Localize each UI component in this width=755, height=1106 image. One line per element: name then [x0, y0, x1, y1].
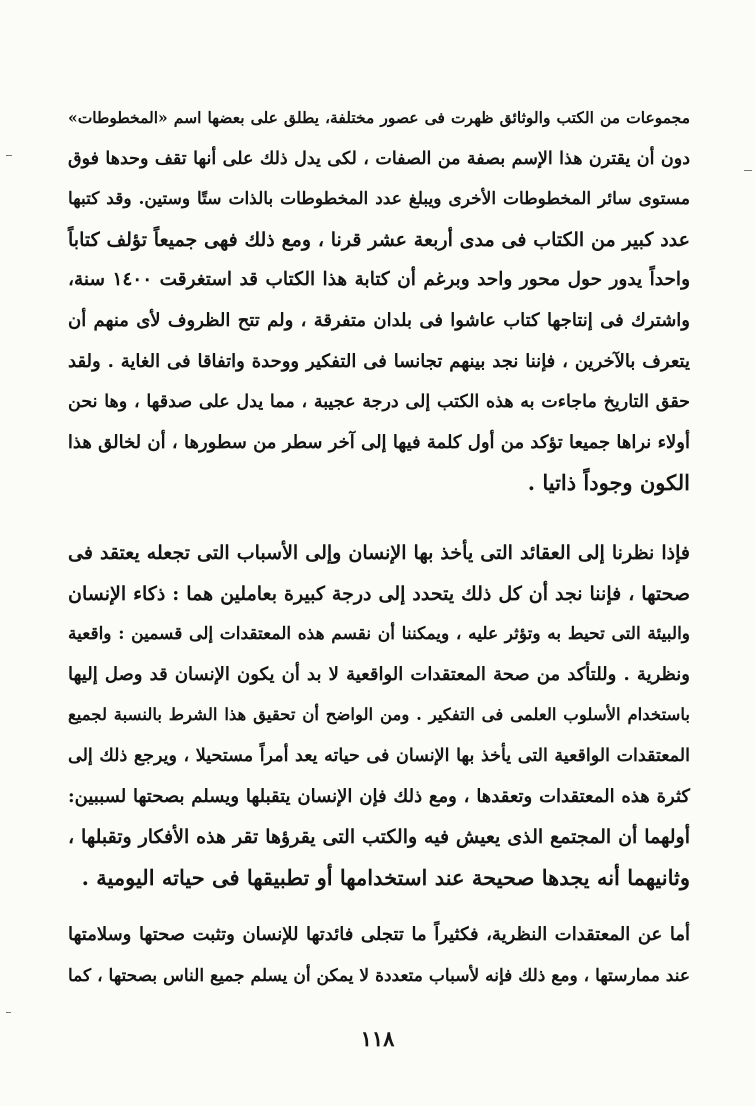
text-line: صحتها ، فإننا نجد أن كل ذلك يتحدد إلى درجة كبيرة بعاملين هما : ذكاء الإنسان [68, 582, 690, 605]
paragraph-1 [68, 98, 690, 504]
text-line: واحداً يدور حول محور واحد وبرغم أن كتابة هذا الكتاب قد استغرقت ١٤٠٠ سنة، [68, 269, 690, 291]
text-line: مستوى سائر المخطوطات الأخرى ويبلغ عدد المخطوطات بالذات ستًا وستين. وقد كتبها [68, 189, 690, 210]
text-line: باستخدام الأسلوب العلمى فى التفكير . ومن الواضح أن تحقيق هذا الشرط بالنسبة لجميع [68, 705, 690, 725]
text-line: الكون وجوداً ذاتيا . [527, 470, 690, 496]
text-line: عدد كبير من الكتاب فى مدى أربعة عشر قرنا ، ومع ذلك فهى جميعاً تؤلف كتاباً [68, 228, 690, 251]
text-line: يتعرف بالآخرين ، فإننا نجد بينهم تجانسا فى التفكير ووحدة واتفاقا فى الغاية . ولقد [68, 350, 690, 372]
paragraph-3 [68, 915, 690, 996]
page-number: ١١٨ [360, 1026, 395, 1051]
text-line: دون أن يقترن هذا الإسم بصفة من الصفات ، لكى يدل ذلك على أنها تقف وحدها فوق [68, 148, 690, 169]
text-line: عند ممارستها ، ومع ذلك فإنه لأسباب متعددة لا يمكن أن يسلم جميع الناس بصحتها ، كما [68, 965, 690, 986]
text-line: وثانيهما أنه يجدها صحيحة عند استخدامها أو تطبيقها فى حياته اليومية . [81, 864, 690, 890]
scan-mark [6, 155, 12, 156]
text-line: حقق التاريخ ماجاءت به هذه الكتب إلى درجة عجيبة ، مما يدل على صدقها ، وها نحن [68, 392, 690, 413]
text-line: واشترك فى إنتاجها كتاب عاشوا فى بلدان متفرقة ، ولم تتح الظروف لأى منهم أن [68, 309, 690, 331]
text-line: مجموعات من الكتب والوثائق ظهرت فى عصور مختلفة، يطلق على بعضها اسم «المخطوطات» [68, 108, 690, 127]
text-line: أما عن المعتقدات النظرية، فكثيراً ما تتجلى فائدتها للإنسان وتثبت صحتها وسلامتها [68, 924, 691, 945]
text-line: والبيئة التى تحيط به وتؤثر عليه ، ويمكننا أن نقسم هذه المعتقدات إلى قسمين : واقعية [68, 624, 690, 645]
text-line: أولهما أن المجتمع الذى يعيش فيه والكتب التى يقرؤها تقر هذه الأفكار وتقبلها ، [68, 826, 690, 849]
text-line: فإذا نظرنا إلى العقائد التى يأخذ بها الإنسان وإلى الأسباب التى تجعله يعتقد فى [68, 542, 690, 564]
scan-mark [6, 1012, 11, 1013]
text-line: المعتقدات الواقعية التى يأخذ بها الإنسان فى حياته يعد أمراً مستحيلا ، ويرجع ذلك إلى [68, 745, 690, 766]
text-line: أولاء نراها جميعا تؤكد من أول كلمة فيها إلى آخر سطر من سطورها ، أن لخالق هذا [67, 431, 690, 453]
paragraph-2 [68, 533, 690, 898]
text-line: ونظرية . وللتأكد من صحة المعتقدات الواقعية لا بد أن يكون الإنسان قد وصل إليها [68, 663, 690, 685]
text-line: كثرة هذه المعتقدات وتعقدها ، ومع ذلك فإن الإنسان يتقبلها ويسلم بصحتها لسببين: [68, 785, 690, 807]
scan-mark [744, 170, 752, 171]
